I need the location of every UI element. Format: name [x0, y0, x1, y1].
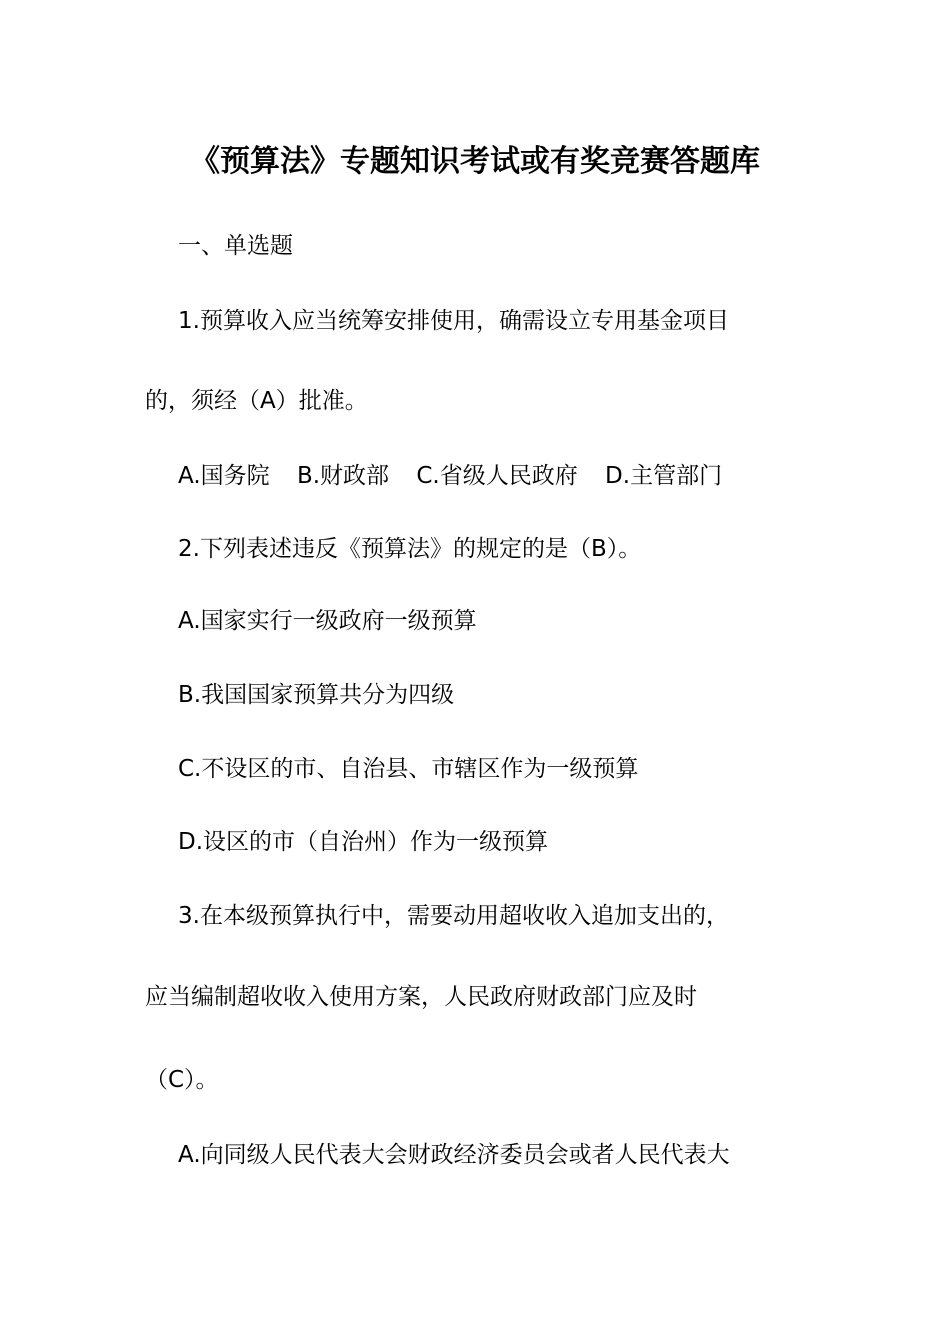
q2-option-c: C.不设区的市、自治县、市辖区作为一级预算 — [178, 756, 639, 782]
q2-option-a: A.国家实行一级政府一级预算 — [178, 608, 477, 634]
q3-option-a-line-1: A.向同级人民代表大会财政经济委员会或者人民代表大 — [178, 1142, 730, 1168]
q1-option-c: C.省级人民政府 — [416, 463, 578, 489]
section-heading: 一、单选题 — [178, 233, 293, 259]
question-1-options — [178, 459, 742, 493]
question-1-line-1: 1.预算收入应当统筹安排使用，确需设立专用基金项目 — [178, 308, 729, 334]
q1-option-b: B.财政部 — [296, 463, 390, 489]
question-3-line-1: 3.在本级预算执行中，需要动用超收收入追加支出的， — [178, 903, 729, 929]
document-title: 《预算法》专题知识考试或有奖竞赛答题库 — [190, 144, 760, 179]
question-1-line-2: 的，须经（A）批准。 — [145, 388, 368, 414]
question-3-line-3: （C）。 — [145, 1067, 219, 1093]
q2-option-b: B.我国国家预算共分为四级 — [178, 682, 455, 708]
q1-option-a: A.国务院 — [178, 463, 270, 489]
q1-option-d: D.主管部门 — [605, 463, 723, 489]
question-3-line-2: 应当编制超收收入使用方案，人民政府财政部门应及时 — [145, 984, 697, 1010]
q2-option-d: D.设区的市（自治州）作为一级预算 — [178, 829, 549, 855]
question-2-stem: 2.下列表述违反《预算法》的规定的是（B）。 — [178, 536, 642, 562]
